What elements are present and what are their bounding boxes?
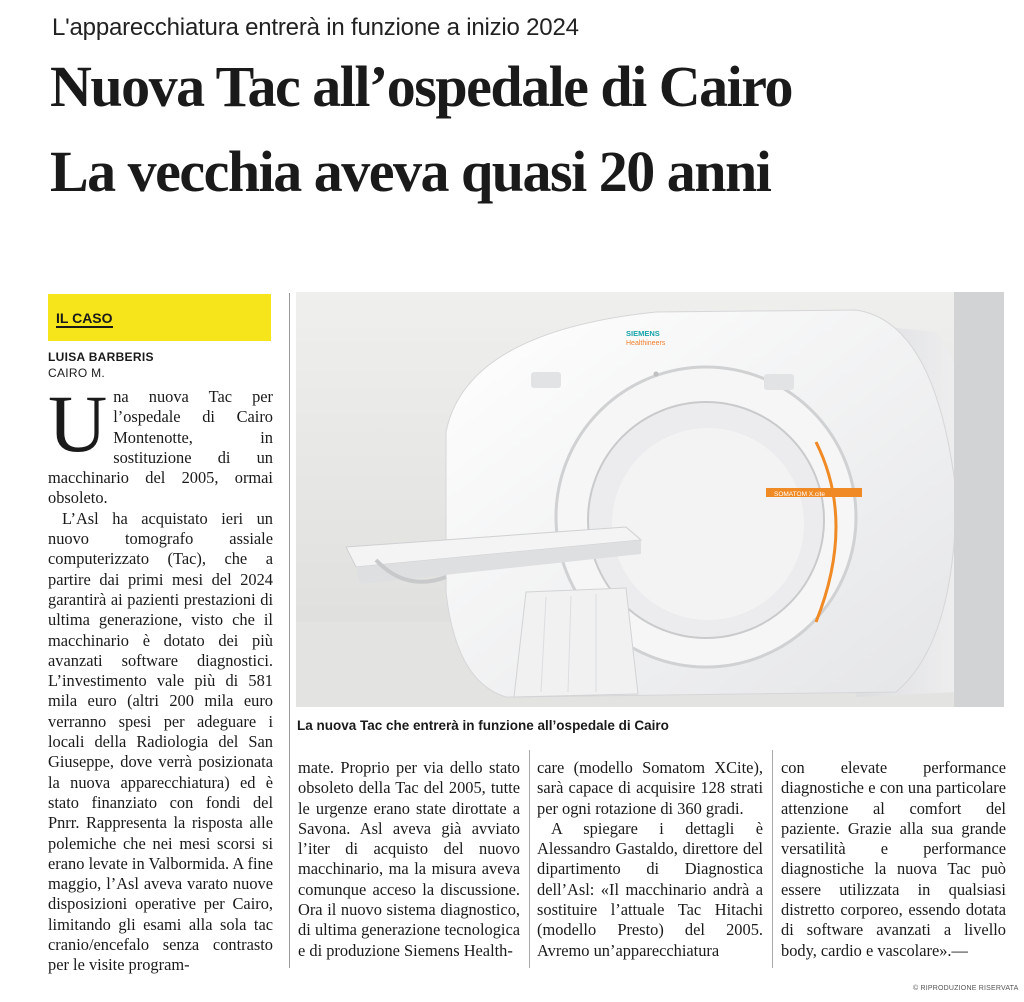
body-paragraph: mate. Proprio per via dello stato obsoleto della Tac del 2005, tutte le urgenze erano state dirottate a Savona. Asl aveva già avviato l’iter di acquisto del nuovo macchinario, ma la misura aveva comunque acceso la discussione. Ora il nuovo sistema diagnostico, di ultima generazione tecnologica e di produzione Siemens Health- (298, 758, 520, 960)
brand-siemens: SIEMENS (626, 329, 660, 338)
body-paragraph: A spiegare i dettagli è Alessandro Gastaldo, direttore del dipartimento di Diagnostica dell’Asl: «Il macchinario andrà a sostituire l’attuale Tac Hitachi (modello Presto) del 2005. Avremo un’apparecchiatura (537, 818, 763, 960)
article-column-1 (48, 378, 273, 976)
headline-line-2: La vecchia aveva quasi 20 anni (50, 139, 771, 204)
column-divider (529, 750, 530, 968)
copyright-notice: © RIPRODUZIONE RISERVATA (913, 985, 1019, 992)
photo-caption: La nuova Tac che entrerà in funzione all’ospedale di Cairo (297, 718, 669, 733)
lead-paragraph (48, 378, 273, 509)
column-divider (289, 293, 290, 968)
ct-scanner-illustration (296, 292, 1004, 707)
body-paragraph: care (modello Somatom XCite), sarà capace di acquisire 128 strati per ogni rotazione di 360 gradi. (537, 758, 763, 818)
kicker: L'apparecchiatura entrerà in funzione a inizio 2024 (52, 14, 579, 41)
article-column-2 (298, 758, 520, 961)
lead-text: na nuova Tac per l’ospedale di Cairo Montenotte, in sostituzione di un macchinario del 2005, ormai obsoleto. (48, 387, 273, 508)
article-photo (296, 292, 1004, 707)
dateline: CAIRO M. (48, 366, 106, 380)
body-paragraph: con elevate performance diagnostiche e con una particolare attenzione al comfort del paziente. Grazie alla sua grande versatilità e performance diagnostiche la nuova Tac può essere utilizzata in qualsiasi distretto corporeo, essendo dotata di software avanzati a livello body, cardio e vascolare».— (781, 758, 1006, 960)
column-divider (772, 750, 773, 968)
section-tag-label: IL CASO (56, 310, 113, 326)
article-column-3 (537, 758, 763, 961)
drop-cap: U (48, 378, 108, 469)
brand-healthineers: Healthineers (626, 340, 666, 347)
article-column-4 (781, 758, 1006, 961)
section-tag (48, 294, 271, 341)
body-paragraph: L’Asl ha acquistato ieri un nuovo tomografo assiale computerizzato (Tac), che a partire dai primi mesi del 2024 garantirà ai pazienti prestazioni di ultima generazione, visto che il macchinario è dotato dei più avanzati software diagnostici. L’investimento vale più di 581 mila euro (altri 200 mila euro verranno spesi per adeguare i locali della Radiologia del San Giuseppe, dove verrà posizionata la nuova apparecchiatura) ed è stato finanziato con fondi del Pnrr. Rappresenta la risposta alle polemiche che nei mesi scorsi si erano levate in Valbormida. A fine maggio, l’Asl aveva varato nuove disposizioni operative per Cairo, limitando gli esami alla sola tac cranio/encefalo senza contrasto per le visite program- (48, 508, 273, 975)
headline-line-1: Nuova Tac all’ospedale di Cairo (50, 54, 792, 119)
author-byline: LUISA BARBERIS (48, 350, 154, 364)
model-label: SOMATOM X.cite (774, 491, 826, 498)
